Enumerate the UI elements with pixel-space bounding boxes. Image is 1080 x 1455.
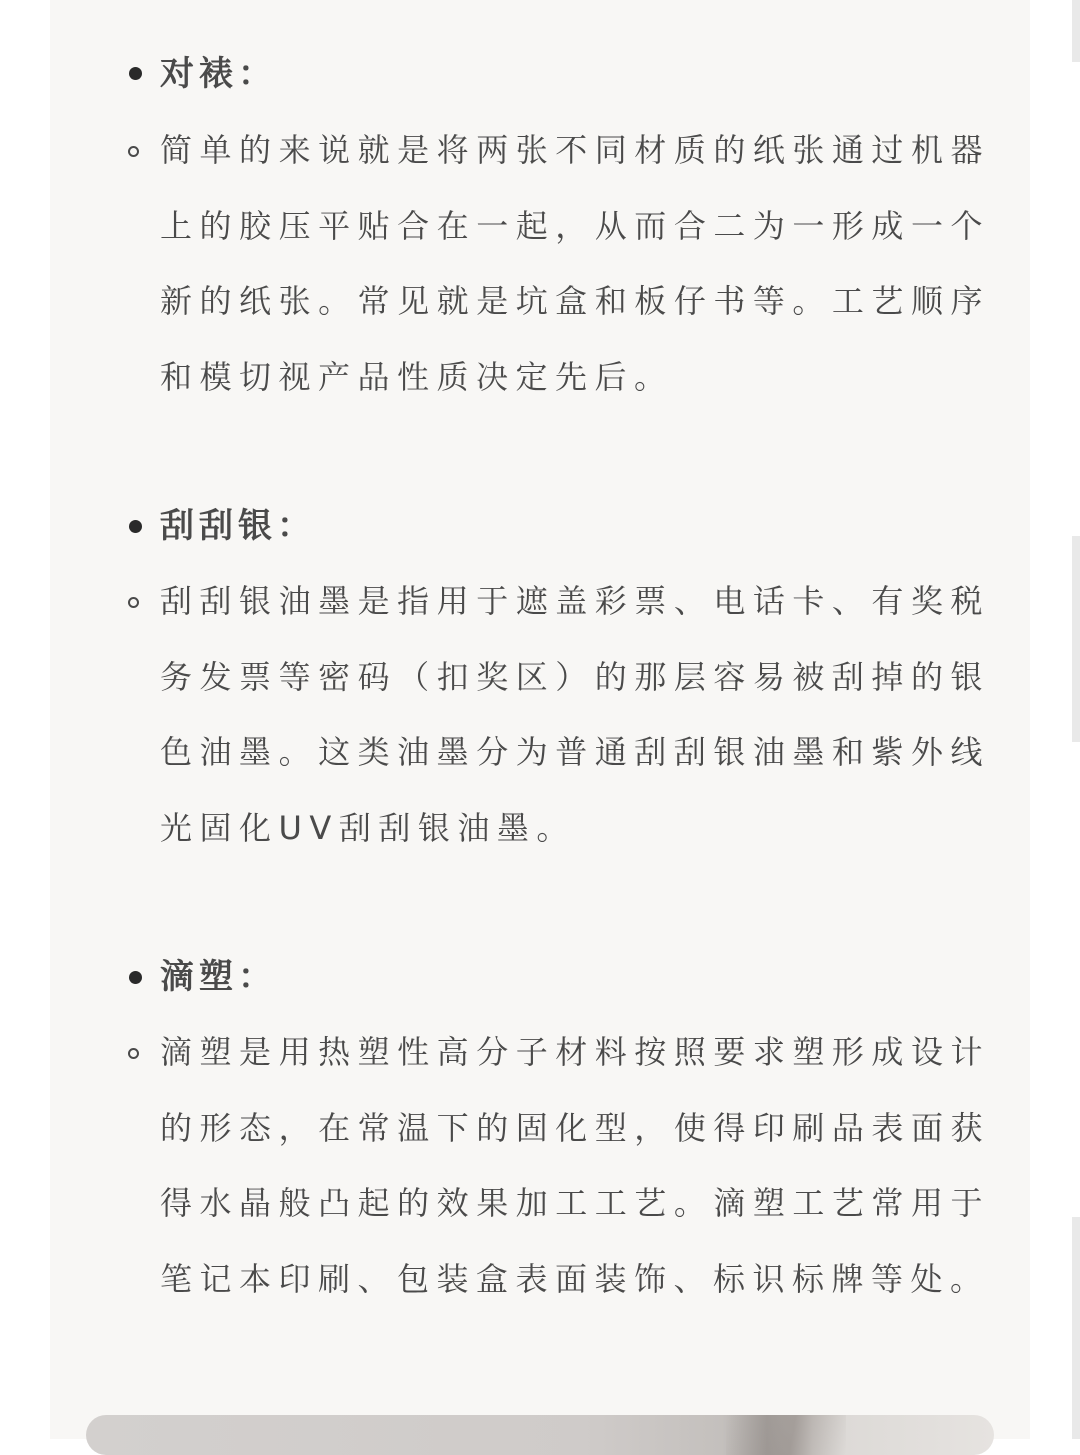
bullet-ring-icon [128, 146, 139, 157]
scrollbar-track[interactable] [1072, 536, 1080, 742]
image-shadow [726, 1415, 846, 1455]
bullet-dot-icon [129, 67, 142, 80]
section-title: 刮刮银： [160, 506, 316, 546]
section-title: 滴塑： [160, 957, 277, 997]
section-title: 对裱： [160, 54, 277, 94]
bullet-dot-icon [129, 971, 142, 984]
section-body: 刮刮银油墨是指用于遮盖彩票、电话卡、有奖税务发票等密码（扣奖区）的那层容易被刮掉的银色油墨。这类油墨分为普通刮刮银油墨和紫外线光固化UV刮刮银油墨。 [160, 582, 990, 847]
bullet-ring-icon [128, 1048, 139, 1059]
bullet-ring-icon [128, 597, 139, 608]
bullet-dot-icon [129, 520, 142, 533]
scrollbar-track[interactable] [1072, 1217, 1080, 1439]
section-body: 简单的来说就是将两张不同材质的纸张通过机器上的胶压平贴合在一起，从而合二为一形成一个新的纸张。常见就是坑盒和板仔书等。工艺顺序和模切视产品性质决定先后。 [160, 131, 990, 396]
scrollbar-track[interactable] [1072, 0, 1080, 62]
section-body: 滴塑是用热塑性高分子材料按照要求塑形成设计的形态，在常温下的固化型，使得印刷品表面获得水晶般凸起的效果加工工艺。滴塑工艺常用于笔记本印刷、包装盒表面装饰、标识标牌等处。 [160, 1033, 990, 1298]
article-image-preview [86, 1415, 994, 1455]
